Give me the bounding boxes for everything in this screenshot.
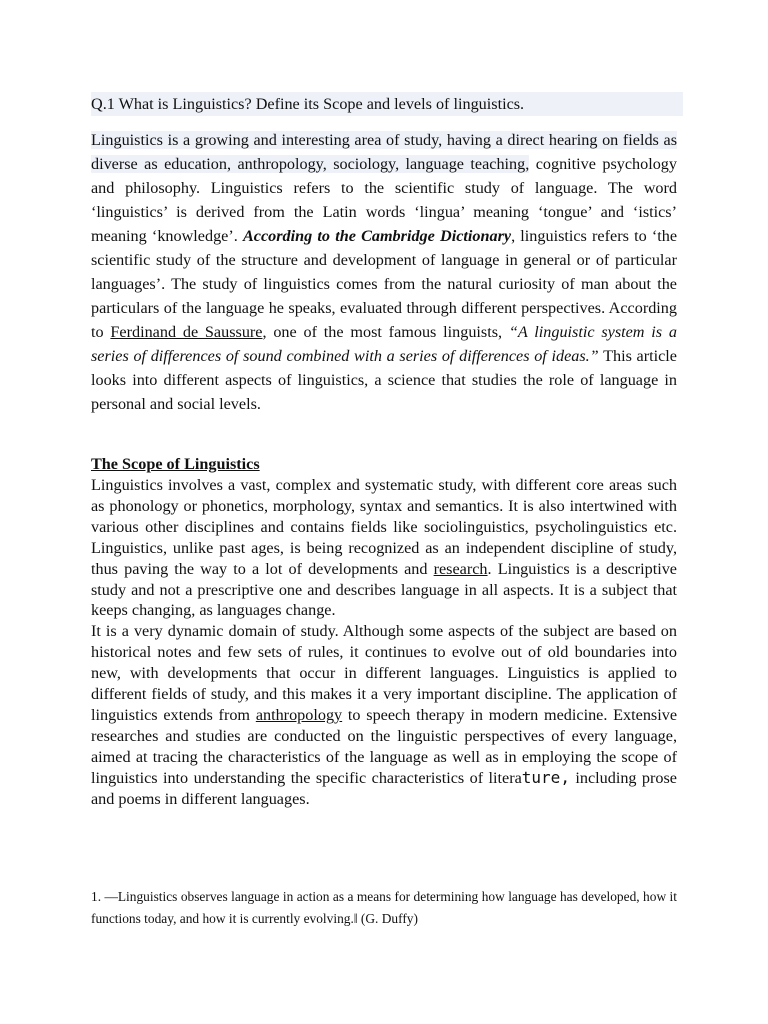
- scope-text-1a: Linguistics involves a vast, complex and systematic study, with different core areas such as phonology or phonetics, morphology, syntax and semantics. It is also intertwined with various other disciplines and contains fields like sociolinguistics, psycholinguistics etc. Linguistics, unlike past ages, is being recognized as an independent discipline of study, thus paving the way to a lot of developments and: [91, 476, 677, 578]
- footnote: 1. —Linguistics observes language in action as a means for determining how language has developed, how it functions today, and how it is currently evolving.‖ (G. Duffy): [91, 889, 677, 926]
- cambridge-reference: According to the Cambridge Dictionary: [242, 227, 512, 245]
- scope-heading: The Scope of Linguistics: [91, 455, 260, 473]
- scope-paragraph-2: [91, 621, 677, 809]
- scope-text-2b: to speech therapy in modern medicine. Extensive researches and studies are conducted on the linguistic perspectives of every language, aimed at tracing the characteristics of the language as well as in employing the scope of linguistics into understanding the specific characteristics of litera: [91, 705, 678, 787]
- intro-text-3: , one of the most famous linguists,: [262, 323, 509, 341]
- research-link[interactable]: research: [433, 559, 488, 578]
- scope-text-mono: ture,: [521, 767, 570, 787]
- scope-text-2a: It is a very dynamic domain of study. Although some aspects of the subject are based on historical notes and few sets of rules, it continues to evolve out of old boundaries into new, with developments that occur in different languages. Linguistics is applied to different fields of study, and this makes it a very important discipline. The application of linguistics extends from: [91, 622, 677, 724]
- intro-paragraph: [91, 128, 677, 416]
- scope-text-2c: including prose and poems in different languages.: [91, 768, 677, 808]
- scope-section: [91, 475, 677, 810]
- scope-paragraph-1: [91, 475, 677, 621]
- saussure-quote: “A linguistic system is a series of differences of sound combined with a series of differences of ideas.”: [91, 323, 678, 365]
- saussure-link[interactable]: Ferdinand de Saussure: [110, 323, 263, 341]
- anthropology-link[interactable]: anthropology: [255, 705, 343, 724]
- intro-text-4: This article looks into different aspects of linguistics, a science that studies the role of language in personal and social levels.: [91, 347, 677, 413]
- scope-text-1b: . Linguistics is a descriptive study and not a prescriptive one and describes language in all aspects. It is a subject that keeps changing, as languages change.: [91, 559, 677, 620]
- question-heading: Q.1 What is Linguistics? Define its Scope and levels of linguistics.: [91, 92, 683, 116]
- intro-text-2: , linguistics refers to ‘the scientific study of the structure and development of language in general or of particular languages’. The study of linguistics comes from the natural curiosity of man about the particulars of the language he speaks, evaluated through different perspectives. According to: [91, 227, 678, 341]
- intro-text: cognitive psychology and philosophy. Linguistics refers to the scientific study of language. The word ‘linguistics’ is derived from the Latin words ‘lingua’ meaning ‘tongue’ and ‘istics’ meaning ‘knowledge’.: [91, 155, 677, 245]
- intro-highlighted-text: Linguistics is a growing and interesting area of study, having a direct hearing on fields as diverse as education, anthropology, sociology, language teaching,: [91, 131, 677, 173]
